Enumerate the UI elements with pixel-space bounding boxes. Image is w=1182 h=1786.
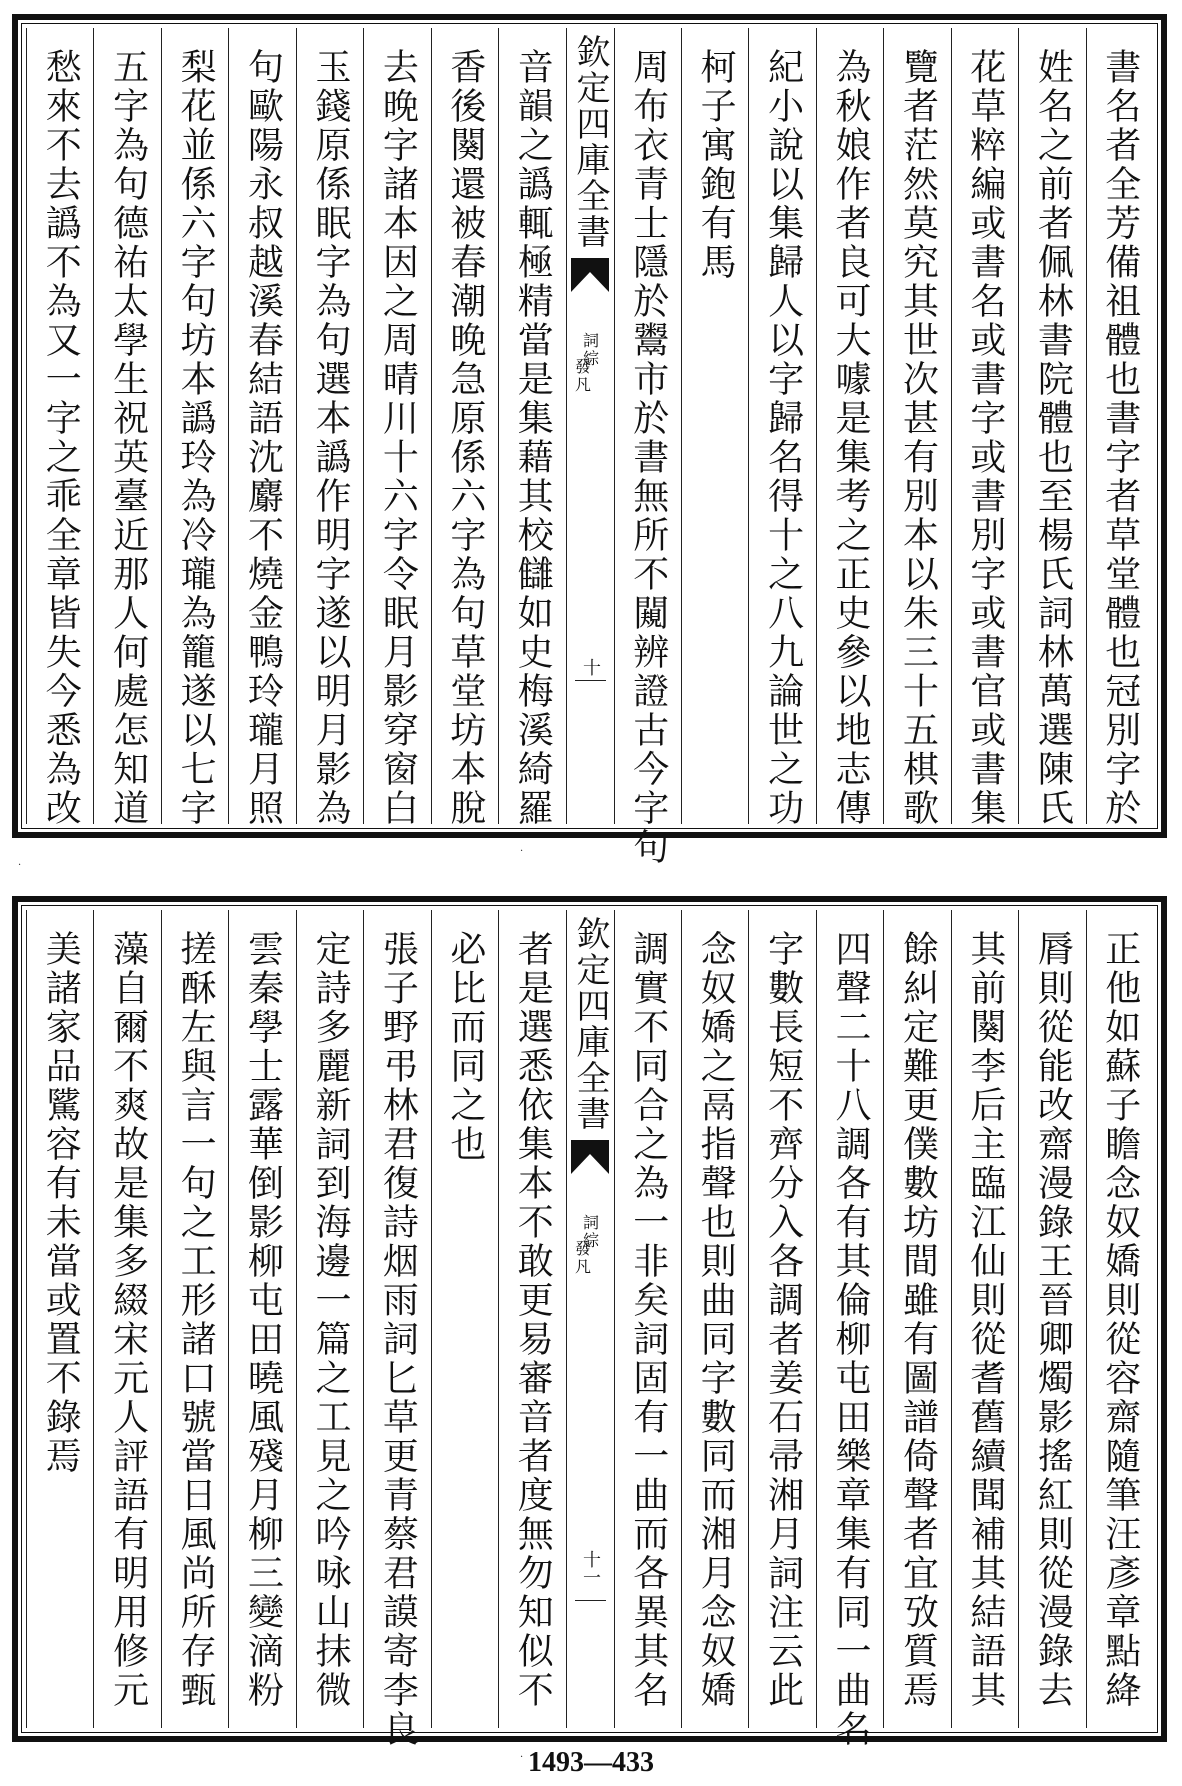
text-column — [816, 28, 883, 828]
scan-speck: · — [520, 1752, 524, 1763]
text-column — [614, 28, 681, 867]
page-top-body — [26, 28, 1153, 867]
text-column — [363, 910, 430, 1749]
column-text: 雲秦學士露華倒影柳屯田曉風殘月柳三變滴粉 — [242, 930, 284, 1710]
column-text: 四聲二十八調各有其倫柳屯田樂章集有同一曲名 — [830, 930, 872, 1749]
page-bottom-body — [26, 910, 1153, 1749]
fishtail-mark-icon — [571, 1140, 609, 1174]
column-text: 餘糾定難更僕數坊間雖有圖譜倚聲者宜攷質焉 — [897, 930, 939, 1710]
column-text: 柯子寓鉋有馬 — [695, 48, 737, 282]
column-text: 覽者茫然莫究其世次甚有別本以朱三十五棋歌 — [897, 48, 939, 828]
column-text: 念奴嬌之鬲指聲也則曲同字數同而湘月念奴嬌 — [695, 930, 737, 1710]
column-text: 愁來不去譌不為又一字之乖全章皆失今悉為改 — [40, 48, 82, 828]
series-title: 欽定四庫全書 — [570, 34, 610, 250]
leaf-number: 十一 — [580, 1550, 601, 1586]
leaf-divider — [575, 680, 606, 681]
text-column — [1018, 910, 1085, 1728]
text-column — [883, 28, 950, 828]
column-text: 紀小說以集歸人以字歸名得十之八九論世之功 — [762, 48, 804, 828]
column-text: 五字為句德祐太學生祝英臺近那人何處怎知道 — [107, 48, 149, 828]
right-half — [614, 910, 1154, 1749]
left-half — [26, 910, 566, 1749]
column-text: 搓酥左與言一句之工形諸口號當日風尚所存甄 — [175, 930, 217, 1710]
text-column — [93, 910, 160, 1728]
text-column — [228, 910, 295, 1728]
series-title: 欽定四庫全書 — [570, 916, 610, 1132]
column-text: 香後闋還被春潮晚急原係六字為句草堂坊本脫 — [444, 48, 486, 828]
center-column — [566, 910, 614, 1728]
column-text: 周布衣青士隱於鬻市於書無所不闚辨證古今字句 — [627, 48, 669, 867]
text-column — [498, 910, 565, 1728]
scan-speck: · — [520, 846, 524, 857]
column-text: 字數長短不齊分入各調者姜石帚湘月詞注云此 — [762, 930, 804, 1710]
column-text: 音韻之譌輒極精當是集藉其校讎如史梅溪綺羅 — [512, 48, 554, 828]
column-text: 花草粹編或書名或書字或書別字或書官或書集 — [964, 48, 1006, 828]
text-column — [681, 910, 748, 1728]
text-column — [1086, 28, 1153, 828]
text-column — [363, 28, 430, 828]
text-column — [498, 28, 565, 828]
column-text: 美諸家品騭容有未當或置不錄焉 — [40, 930, 82, 1476]
leaf-number: 十 — [580, 658, 601, 676]
text-column — [431, 28, 498, 828]
text-column — [681, 28, 748, 824]
column-text: 書名者全芳備祖體也書字者草堂體也冠別字於 — [1099, 48, 1141, 828]
text-column — [748, 910, 815, 1728]
text-column — [1018, 28, 1085, 828]
column-text: 藻自爾不爽故是集多綴宋元人評語有明用修元 — [107, 930, 149, 1710]
text-column — [951, 28, 1018, 828]
column-text: 脣則從能改齋漫錄王晉卿燭影搖紅則從漫錄去 — [1032, 930, 1074, 1710]
page-top — [12, 14, 1167, 867]
fishtail-mark-icon — [571, 258, 609, 292]
work-name: 詞綜 — [580, 1214, 600, 1250]
leaf-divider — [575, 1600, 606, 1601]
page-bottom — [12, 896, 1167, 1749]
column-text: 為秋娘作者良可大噱是集考之正史參以地志傳 — [830, 48, 872, 828]
text-column — [951, 910, 1018, 1728]
column-text: 去晚字諸本因之周晴川十六字令眠月影穿窗白 — [377, 48, 419, 828]
column-text: 正他如蘇子瞻念奴嬌則從容齋隨筆汪彥章點絳 — [1099, 930, 1141, 1710]
column-text: 張子野弔林君復詩烟雨詞匕草更青蔡君謨寄李良 — [377, 930, 419, 1749]
column-text: 其前闋李后主臨江仙則從耆舊續聞補其結語其 — [964, 930, 1006, 1710]
column-text: 者是選悉依集本不敢更易審音者度無勿知似不 — [512, 930, 554, 1710]
right-half — [614, 28, 1154, 867]
center-column — [566, 28, 614, 824]
left-half — [26, 28, 566, 828]
text-column — [431, 910, 498, 1728]
text-column — [748, 28, 815, 828]
text-column — [228, 28, 295, 828]
text-column — [93, 28, 160, 828]
text-column — [161, 910, 228, 1728]
text-column — [161, 28, 228, 828]
text-column — [26, 910, 93, 1728]
column-text: 必比而同之也 — [444, 930, 486, 1164]
text-column — [614, 910, 681, 1728]
text-column — [296, 910, 363, 1728]
section-name: 發凡 — [572, 358, 592, 394]
text-column — [296, 28, 363, 828]
column-text: 定詩多麗新詞到海邊一篇之工見之吟咏山抹微 — [309, 930, 351, 1710]
catalog-number: 1493—433 — [528, 1747, 654, 1778]
section-name: 發凡 — [572, 1240, 592, 1276]
column-text: 玉錢原係眠字為句選本譌作明字遂以明月影為 — [309, 48, 351, 828]
work-name: 詞綜 — [580, 332, 600, 368]
column-text: 調實不同合之為一非矣詞固有一曲而各異其名 — [627, 930, 669, 1710]
text-column — [816, 910, 883, 1749]
column-text: 句歐陽永叔越溪春結語沈麝不燒金鴨玲瓏月照 — [242, 48, 284, 828]
text-column — [883, 910, 950, 1728]
column-text: 姓名之前者佩林書院體也至楊氏詞林萬選陳氏 — [1032, 48, 1074, 828]
text-column — [1086, 910, 1153, 1728]
column-text: 梨花並係六字句坊本譌玲為冷瓏為籠遂以七字 — [175, 48, 217, 828]
scan-speck: · — [18, 860, 22, 871]
text-column — [26, 28, 93, 828]
